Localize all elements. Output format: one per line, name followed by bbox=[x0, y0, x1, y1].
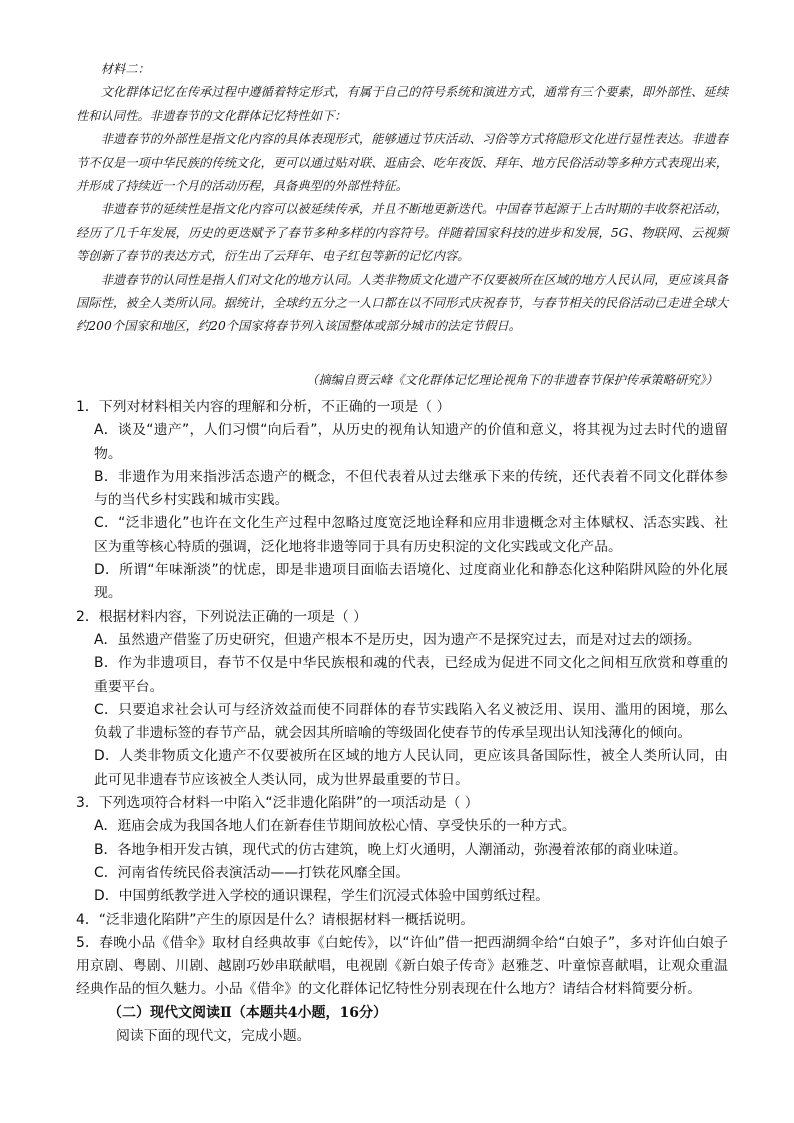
question-option: A．逛庙会成为我国各地人们在新春佳节期间放松心情、享受快乐的一种方式。 bbox=[94, 818, 576, 835]
question-list bbox=[76, 396, 728, 1048]
question-option: A．虽然遗产借鉴了历史研究，但遗产根本不是历史，因为遗产不是探究过去，而是对过去的颂扬。 bbox=[94, 631, 701, 648]
question-option: D．所谓“年味渐淡”的忧虑，即是非遗项目面临去语境化、过度商业化和静态化这种陷阱风险的外化展现。 bbox=[94, 562, 728, 602]
question-option: D．人类非物质文化遗产不仅要被所在区域的地方人民认同，更应该具备国际性，被全人类所认同，由此可见非遗春节应该被全人类认同，成为世界最重要的节日。 bbox=[94, 748, 728, 788]
material-heading: 材料二： bbox=[100, 62, 150, 76]
question-stem: 1．下列对材料相关内容的理解和分析，不正确的一项是（ ） bbox=[76, 399, 451, 415]
question-option: C．河南省传统民俗表演活动——打铁花风靡全国。 bbox=[94, 864, 410, 881]
material-paragraph: 非遗春节的延续性是指文化内容可以被延续传承，并且不断地更新迭代。中国春节起源于上古时期的丰收祭祀活动，经历了几千年发展，历史的更迭赋予了春节多种多样的内容符号。伴随着国家科技的进步和发展，5G、物联网、云视频等创新了春节的表达方式，衍生出了云拜年、电子红包等新的记忆内容。 bbox=[76, 202, 728, 264]
question-option: C．“泛非遗化”也许在文化生产过程中忽略过度宽泛地诠释和应用非遗概念对主体赋权、活态实践、社区为重等核心特质的强调，泛化地将非遗等同于具有历史积淀的文化实践或文化产品。 bbox=[94, 515, 728, 555]
section-title: （二）现代文阅读Ⅱ（本题共4小题，16分） bbox=[108, 1004, 388, 1021]
material-paragraph: 文化群体记忆在传承过程中遵循着特定形式，有属于自己的符号系统和演进方式，通常有三个要素，即外部性、延续性和认同性。非遗春节的文化群体记忆特性如下： bbox=[76, 85, 728, 123]
question-option: D．中国剪纸教学进入学校的通识课程，学生们沉浸式体验中国剪纸过程。 bbox=[94, 888, 550, 905]
material-paragraph: 非遗春节的外部性是指文化内容的具体表现形式，能够通过节庆活动、习俗等方式将隐形文化进行显性表达。非遗春节不仅是一项中华民族的传统文化，更可以通过贴对联、逛庙会、吃年夜饭、拜年、地方民俗活动等多种方式表现出来，并形成了持续近一个月的活动历程，具备典型的外部性特征。 bbox=[76, 132, 728, 194]
question-stem: 5．春晚小品《借伞》取材自经典故事《白蛇传》，以“许仙”借一把西湖绸伞给“白娘子”，多对许仙白娘子用京剧、粤剧、川剧、越剧巧妙串联献唱，电视剧《新白娘子传奇》赵雅芝、叶童惊喜献唱，让观众重温经典作品的恒久魅力。小品《借伞》的文化群体记忆特性分别表现在什么地方？请结合材料简要分析。 bbox=[76, 934, 728, 998]
question-stem: 2．根据材料内容，下列说法正确的一项是（ ） bbox=[76, 608, 368, 625]
question-stem: 4．“泛非遗化陷阱”产生的原因是什么？请根据材料一概括说明。 bbox=[76, 911, 475, 928]
material-paragraph: 非遗春节的认同性是指人们对文化的地方认同。人类非物质文化遗产不仅要被所在区域的地方人民认同，更应该具备国际性，被全人类所认同。据统计，全球约五分之一人口都在以不同形式庆祝春节，与春节相关的民俗活动已走进全球大约200个国家和地区，约20个国家将春节列入该国整体或部分城市的法定节假日。 bbox=[76, 272, 728, 334]
material-source: （摘编自贾云峰《文化群体记忆理论视角下的非遗春节保护传承策略研究》） bbox=[306, 373, 718, 387]
question-option: B．各地争相开发古镇，现代式的仿古建筑，晚上灯火通明，人潮涌动，弥漫着浓郁的商业味道。 bbox=[94, 841, 687, 858]
question-option: C．只要追求社会认可与经济效益而使不同群体的春节实践陷入名义被泛用、误用、滥用的困境，那么负载了非遗标签的春节产品，就会因其所暗喻的等级固化使春节的传承呈现出认知浅薄化的倾向。 bbox=[94, 701, 728, 742]
question-stem: 3．下列选项符合材料一中陷入“泛非遗化陷阱”的一项活动是（ ） bbox=[76, 795, 479, 812]
section-intro: 阅读下面的现代文，完成小题。 bbox=[116, 1028, 311, 1045]
material-two bbox=[76, 58, 728, 339]
question-option: B．非遗作为用来指涉活态遗产的概念，不但代表着从过去继承下来的传统，还代表着不同文化群体参与的当代乡村实践和城市实践。 bbox=[94, 468, 728, 509]
question-option: A．谈及“遗产”，人们习惯“向后看”，从历史的视角认知遗产的价值和意义，将其视为过去时代的遗留物。 bbox=[94, 422, 728, 462]
question-option: B．作为非遗项目，春节不仅是中华民族根和魂的代表，已经成为促进不同文化之间相互欣赏和尊重的重要平台。 bbox=[94, 655, 728, 695]
